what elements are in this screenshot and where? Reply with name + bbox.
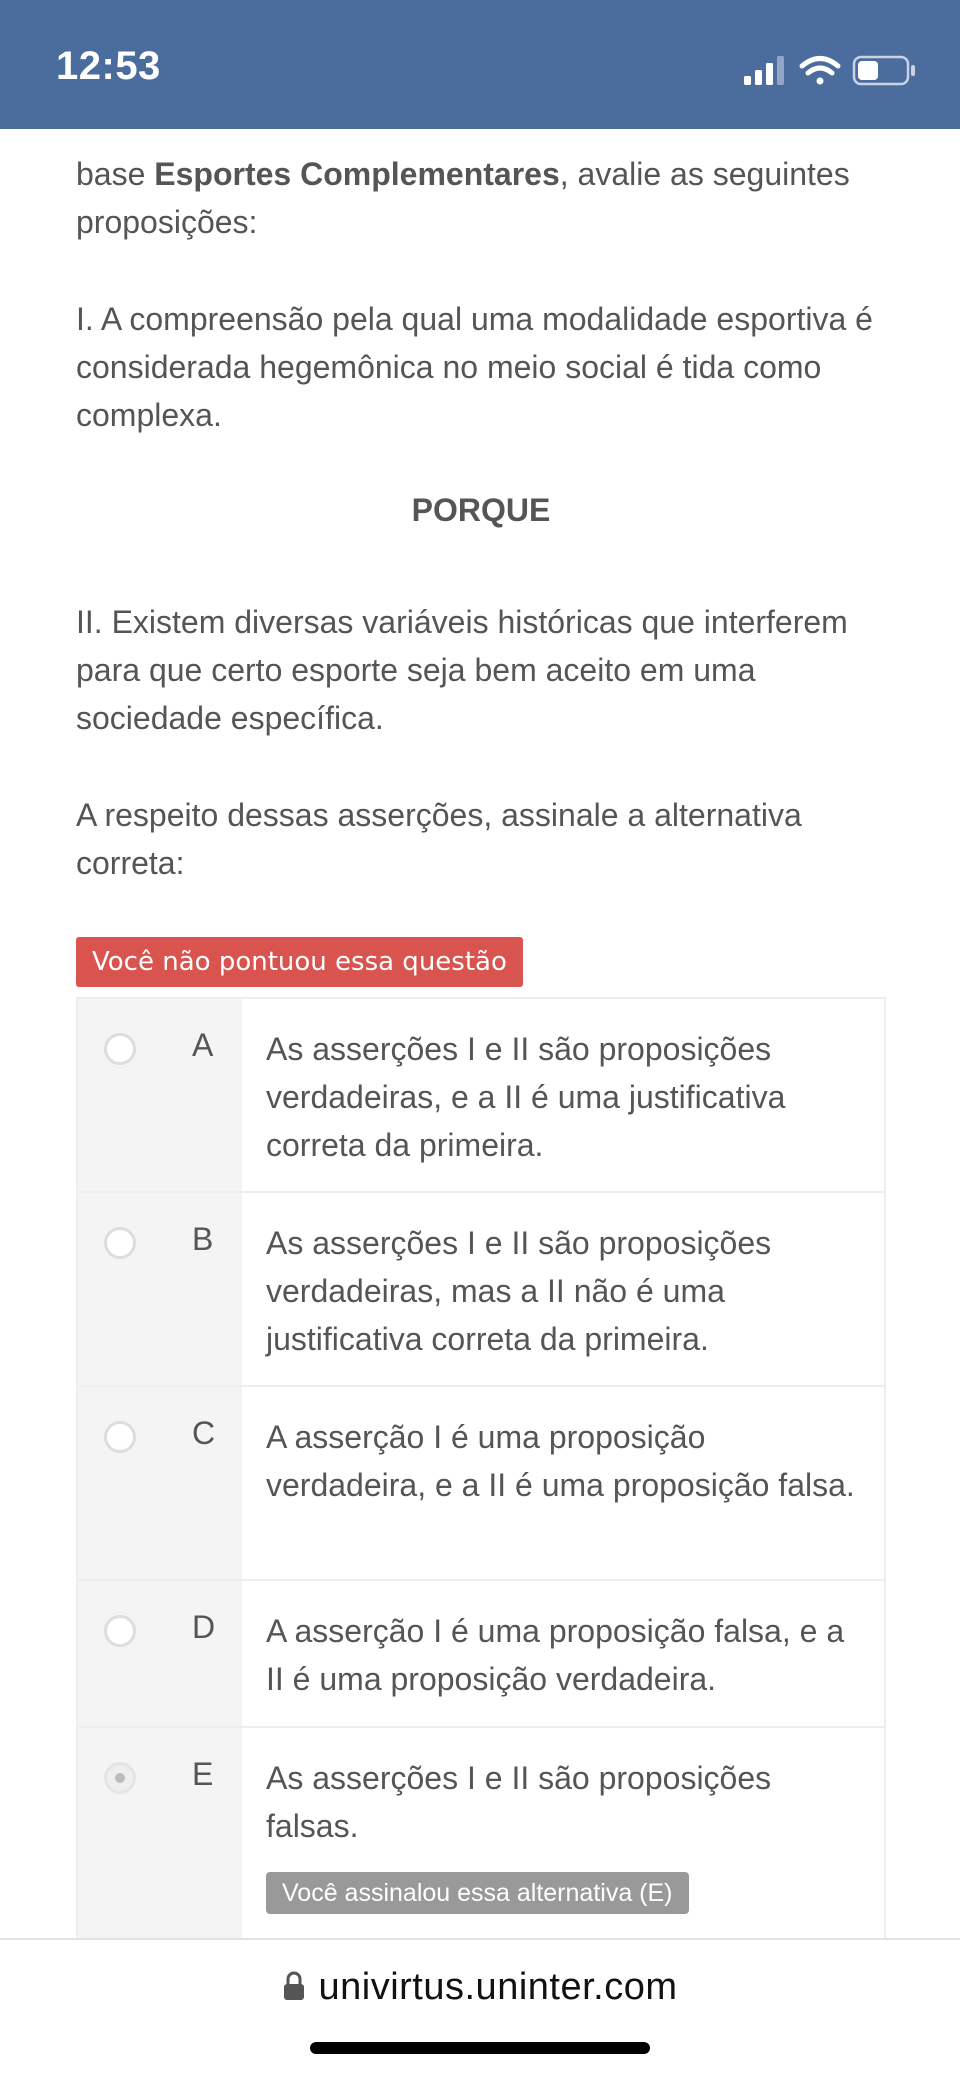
status-bar xyxy=(0,0,960,129)
option-text: As asserções I e II são proposições verdadeiras, e a II é uma justificativa correta da primeira. xyxy=(266,1031,786,1163)
status-time: 12:53 xyxy=(56,44,161,88)
option-a[interactable] xyxy=(78,999,884,1193)
status-icons xyxy=(742,52,932,88)
wifi-icon xyxy=(802,59,838,85)
intro-suffix: , avalie as seguintes proposições: xyxy=(76,156,850,240)
answer-options xyxy=(76,997,886,1970)
assertion-1: I. A compreensão pela qual uma modalidade esportiva é considerada hegemônica no meio social é tida como complexa. xyxy=(76,301,873,433)
option-text: A asserção I é uma proposição falsa, e a II é uma proposição verdadeira. xyxy=(266,1613,845,1697)
connector-porque: PORQUE xyxy=(411,492,551,528)
radio-icon[interactable] xyxy=(104,1421,136,1453)
question-prompt: A respeito dessas asserções, assinale a alternativa correta: xyxy=(76,797,802,881)
selected-answer-badge: Você assinalou essa alternativa (E) xyxy=(266,1872,689,1914)
radio-icon[interactable] xyxy=(104,1033,136,1065)
option-letter: C xyxy=(192,1415,216,1451)
option-d[interactable] xyxy=(78,1581,884,1728)
browser-address-bar[interactable] xyxy=(0,1938,960,2081)
question-intro xyxy=(76,150,886,246)
radio-selected-icon[interactable] xyxy=(104,1762,136,1794)
option-b[interactable] xyxy=(78,1193,884,1387)
option-letter: A xyxy=(192,1027,214,1063)
radio-icon[interactable] xyxy=(104,1227,136,1259)
book-title: Esportes Complementares xyxy=(154,156,560,192)
option-text: As asserções I e II são proposições verdadeiras, mas a II não é uma justificativa correta da primeira. xyxy=(266,1225,772,1357)
option-text: A asserção I é uma proposição verdadeira, e a II é uma proposição falsa. xyxy=(266,1419,855,1503)
option-e[interactable] xyxy=(78,1728,884,1968)
option-letter: E xyxy=(192,1756,214,1792)
url-text: univirtus.uninter.com xyxy=(318,1966,678,2008)
option-letter: B xyxy=(192,1221,214,1257)
option-letter: D xyxy=(192,1609,216,1645)
result-badge: Você não pontuou essa questão xyxy=(76,937,523,987)
option-text: As asserções I e II são proposições falsas. xyxy=(266,1760,772,1844)
option-c[interactable] xyxy=(78,1387,884,1581)
radio-icon[interactable] xyxy=(104,1615,136,1647)
url-display[interactable] xyxy=(0,1966,960,2009)
assertion-2: II. Existem diversas variáveis históricas que interferem para que certo esporte seja bem aceito em uma sociedade específica. xyxy=(76,604,848,736)
battery-icon xyxy=(854,57,915,84)
intro-prefix: base xyxy=(76,156,155,192)
lock-icon xyxy=(283,1971,305,2001)
cellular-signal-icon xyxy=(744,56,784,85)
home-indicator[interactable] xyxy=(310,2042,650,2054)
